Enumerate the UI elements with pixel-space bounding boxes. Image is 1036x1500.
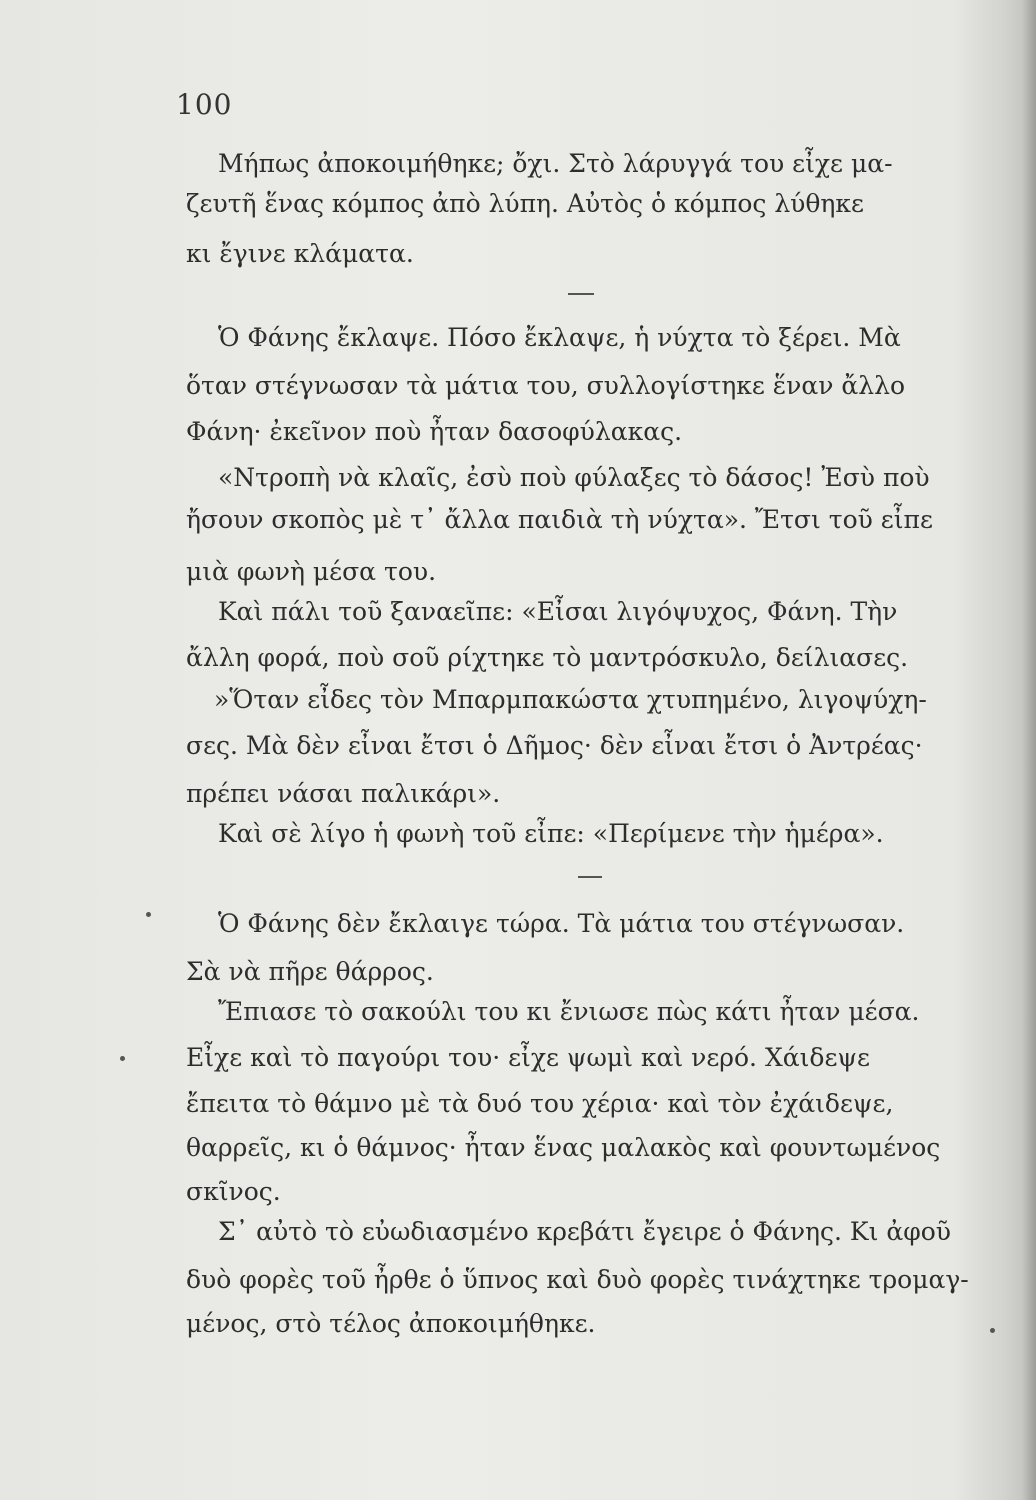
page-number: 100 xyxy=(176,88,233,121)
text-line: Καὶ πάλι τοῦ ξαναεῖπε: «Εἶσαι λιγόψυχος, Φάνη. Τὴν xyxy=(218,597,898,626)
text-line: Ἔπιασε τὸ σακούλι του κι ἔνιωσε πὼς κάτι ἦταν μέσα. xyxy=(218,997,920,1026)
text-line: δυὸ φορὲς τοῦ ἦρθε ὁ ὕπνος καὶ δυὸ φορὲς τινάχτηκε τρομαγ- xyxy=(186,1265,969,1294)
text-line: σες. Μὰ δὲν εἶναι ἔτσι ὁ Δῆμος· δὲν εἶναι ἔτσι ὁ Ἀντρέας· xyxy=(186,731,923,760)
text-line: Εἶχε καὶ τὸ παγούρι του· εἶχε ψωμὶ καὶ νερό. Χάιδεψε xyxy=(186,1043,870,1072)
text-line: Ὁ Φάνης ἔκλαψε. Πόσο ἔκλαψε, ἡ νύχτα τὸ ξέρει. Μὰ xyxy=(218,323,901,352)
margin-speck xyxy=(990,1328,995,1333)
margin-speck xyxy=(120,1056,125,1061)
text-line: ἔπειτα τὸ θάμνο μὲ τὰ δυό του χέρια· καὶ τὸν ἐχάιδεψε, xyxy=(186,1089,894,1118)
text-line: πρέπει νάσαι παλικάρι». xyxy=(186,779,501,808)
text-line: ἤσουν σκοπὸς μὲ τ᾽ ἄλλα παιδιὰ τὴ νύχτα». Ἔτσι τοῦ εἶπε xyxy=(186,505,933,534)
text-line: Φάνη· ἐκεῖνον ποὺ ἦταν δασοφύλακας. xyxy=(186,417,683,446)
page-edge-shadow xyxy=(1022,0,1036,1500)
text-line: Ὁ Φάνης δὲν ἔκλαιγε τώρα. Τὰ μάτια του στέγνωσαν. xyxy=(218,909,905,938)
text-line: θαρρεῖς, κι ὁ θάμνος· ἦταν ἕνας μαλακὸς καὶ φουντωμένος xyxy=(186,1133,941,1162)
text-line: »Ὅταν εἶδες τὸν Μπαρμπακώστα χτυπημένο, λιγοψύχη- xyxy=(214,685,927,714)
text-line: Σ᾽ αὐτὸ τὸ εὐωδιασμένο κρεβάτι ἔγειρε ὁ Φάνης. Κι ἀφοῦ xyxy=(218,1217,951,1246)
text-line: μιὰ φωνὴ μέσα του. xyxy=(186,557,437,586)
text-line: Σὰ νὰ πῆρε θάρρος. xyxy=(186,957,434,986)
section-divider xyxy=(578,876,602,878)
text-line: ὅταν στέγνωσαν τὰ μάτια του, συλλογίστηκε ἕναν ἄλλο xyxy=(186,371,906,400)
text-line: σκῖνος. xyxy=(186,1177,281,1206)
section-divider xyxy=(568,293,594,295)
text-line: μένος, στὸ τέλος ἀποκοιμήθηκε. xyxy=(186,1309,596,1338)
margin-speck xyxy=(146,912,151,917)
text-line: Μήπως ἀποκοιμήθηκε; ὄχι. Στὸ λάρυγγά του εἶχε μα- xyxy=(218,149,893,178)
text-line: ἄλλη φορά, ποὺ σοῦ ρίχτηκε τὸ μαντρόσκυλο, δείλιασες. xyxy=(186,643,909,672)
text-line: κι ἔγινε κλάματα. xyxy=(186,239,414,268)
text-line: ζευτῆ ἕνας κόμπος ἀπὸ λύπη. Αὐτὸς ὁ κόμπος λύθηκε xyxy=(186,189,864,218)
text-line: «Ντροπὴ νὰ κλαῖς, ἐσὺ ποὺ φύλαξες τὸ δάσος! Ἐσὺ ποὺ xyxy=(218,463,930,492)
text-line: Καὶ σὲ λίγο ἡ φωνὴ τοῦ εἶπε: «Περίμενε τὴν ἡμέρα». xyxy=(218,819,884,848)
